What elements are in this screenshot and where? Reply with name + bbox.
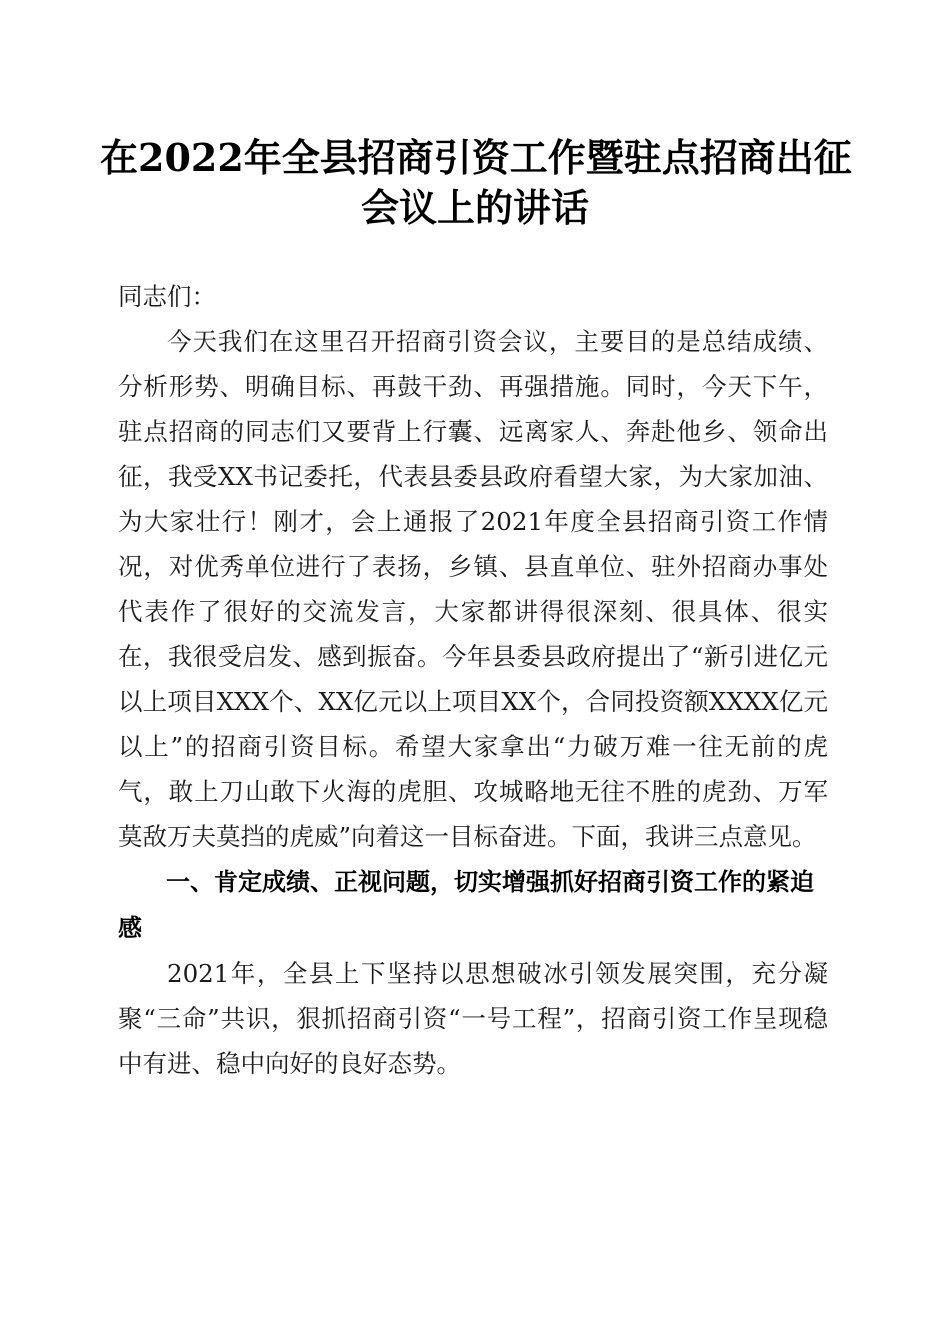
document-title [100, 133, 850, 233]
section-heading-1: 一、肯定成绩、正视问题，切实增强抓好招商引资工作的紧迫感 [118, 868, 814, 942]
salutation: 同志们： [118, 282, 216, 311]
title-line-1: 在2022年全县招商引资工作暨驻点招商出征 [100, 135, 852, 180]
title-line-2: 会议上的讲话 [360, 185, 589, 230]
document-body [118, 274, 828, 1086]
paragraph-section-1: 2021年，全县上下坚持以思想破冰引领发展突围，充分凝聚“三命”共识，狠抓招商引资“一号工程”，招商引资工作呈现稳中有进、稳中向好的良好态势。 [118, 959, 828, 1078]
paragraph-intro: 今天我们在这里召开招商引资会议，主要目的是总结成绩、分析形势、明确目标、再鼓干劲、再强措施。同时，今天下午，驻点招商的同志们又要背上行囊、远离家人、奔赴他乡、领命出征，我受XX书记委托，代表县委县政府看望大家，为大家加油、为大家壮行！刚才，会上通报了2021年度全县招商引资工作情况，对优秀单位进行了表扬，乡镇、县直单位、驻外招商办事处代表作了很好的交流发言，大家都讲得很深刻、很具体、很实在，我很受启发、感到振奋。今年县委县政府提出了“新引进亿元以上项目XXX个、XX亿元以上项目XX个，合同投资额XXXX亿元以上”的招商引资目标。希望大家拿出“力破万难一往无前的虎气，敢上刀山敢下火海的虎胆、攻城略地无往不胜的虎劲、万军莫敌万夫莫挡的虎威”向着这一目标奋进。下面，我讲三点意见。 [118, 327, 828, 851]
